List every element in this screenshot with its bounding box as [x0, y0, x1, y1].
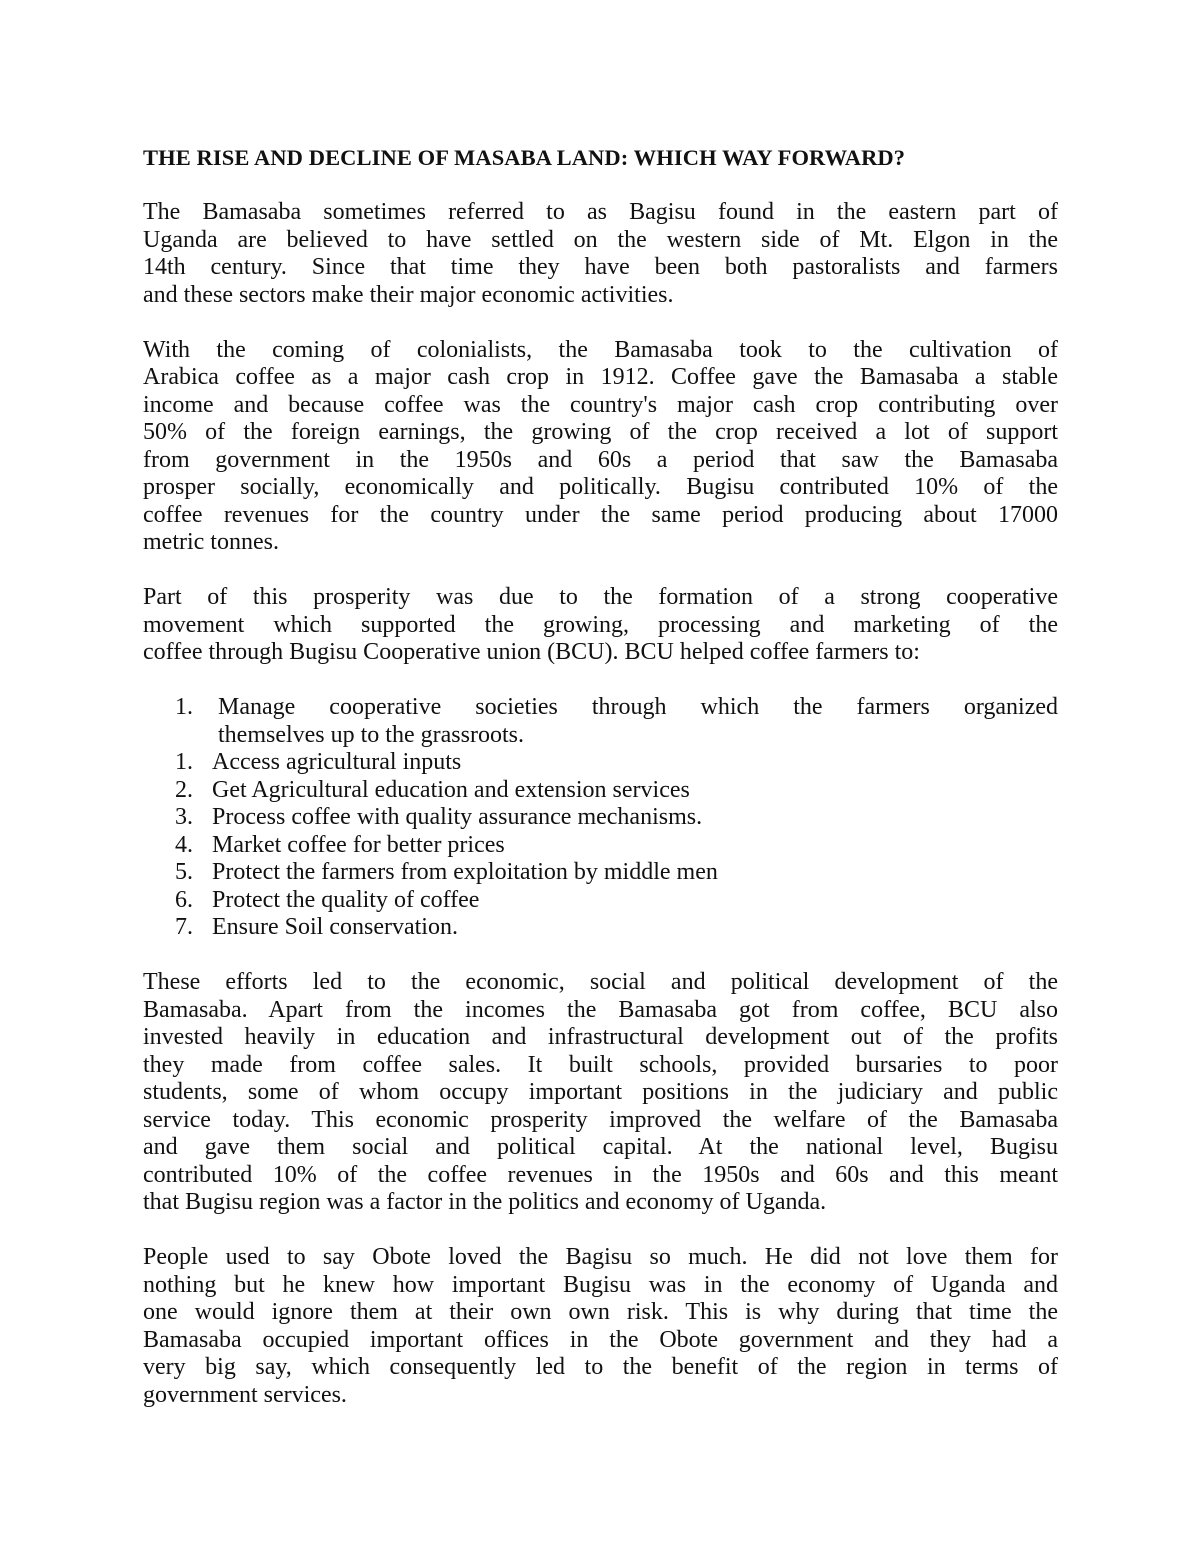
paragraph-line: contributed 10% of the coffee revenues in the 1950s and 60s and this meant	[143, 1161, 1058, 1188]
paragraph-line: invested heavily in education and infrastructural development out of the profits	[143, 1024, 1058, 1050]
list-item	[143, 832, 1058, 860]
paragraph-line: The Bamasaba sometimes referred to as Bagisu found in the eastern part of	[143, 199, 1058, 225]
numbered-list	[143, 694, 1058, 942]
list-number: 5.	[175, 859, 193, 885]
paragraph-line: Arabica coffee as a major cash crop in 1912. Coffee gave the Bamasaba a stable	[143, 364, 1058, 390]
list-item-line	[143, 859, 1058, 887]
paragraphs-before-list	[143, 199, 1058, 694]
paragraph	[143, 337, 1058, 557]
list-item-text: Market coffee for better prices	[212, 831, 505, 858]
list-item-line	[143, 832, 1058, 860]
list-item-text: Manage cooperative societies through which the farmers organized	[218, 694, 1058, 720]
list-item-line	[143, 777, 1058, 805]
list-item-line	[143, 887, 1058, 915]
paragraph-line: that Bugisu region was a factor in the politics and economy of Uganda.	[143, 1189, 827, 1215]
paragraph-line: government services.	[143, 1381, 347, 1408]
list-item-line	[143, 804, 1058, 832]
paragraph	[143, 1244, 1058, 1409]
spacer	[143, 309, 1058, 337]
spacer	[143, 172, 1058, 200]
paragraph-line: students, some of whom occupy important positions in the judiciary and public	[143, 1079, 1058, 1105]
paragraph-line: from government in the 1950s and 60s a period that saw the Bamasaba	[143, 446, 1058, 473]
paragraph-line: prosper socially, economically and politically. Bugisu contributed 10% of the	[143, 474, 1058, 500]
document-title: THE RISE AND DECLINE OF MASABA LAND: WHICH WAY FORWARD?	[143, 145, 906, 170]
list-number: 2.	[175, 776, 193, 803]
paragraph-line: very big say, which consequently led to the benefit of the region in terms of	[143, 1354, 1058, 1380]
paragraph-line: Part of this prosperity was due to the formation of a strong cooperative	[143, 584, 1058, 610]
list-item	[143, 859, 1058, 887]
spacer	[143, 1217, 1058, 1245]
list-item-text: Protect the farmers from exploitation by middle men	[212, 859, 718, 885]
paragraph-line: With the coming of colonialists, the Bamasaba took to the cultivation of	[143, 336, 1058, 363]
paragraphs-after-list	[143, 969, 1058, 1437]
paragraph-line: Uganda are believed to have settled on the western side of Mt. Elgon in the	[143, 226, 1058, 253]
list-item-line	[143, 914, 1058, 942]
spacer	[143, 557, 1058, 585]
paragraph-line: 14th century. Since that time they have been both pastoralists and farmers	[143, 254, 1058, 280]
list-item	[143, 749, 1058, 777]
paragraph-line: service today. This economic prosperity improved the welfare of the Bamasaba	[143, 1106, 1058, 1133]
list-item-text: Get Agricultural education and extension services	[212, 776, 690, 803]
paragraph-line: Bamasaba. Apart from the incomes the Bamasaba got from coffee, BCU also	[143, 996, 1058, 1023]
list-item-text: themselves up to the grassroots.	[218, 721, 524, 748]
paragraph-line: coffee revenues for the country under the same period producing about 17000	[143, 501, 1058, 528]
paragraph-line: and gave them social and political capital. At the national level, Bugisu	[143, 1134, 1058, 1160]
list-item	[143, 694, 1058, 749]
paragraph	[143, 969, 1058, 1217]
list-item-text: Process coffee with quality assurance mechanisms.	[212, 804, 703, 830]
spacer	[143, 942, 1058, 970]
paragraph-line: 50% of the foreign earnings, the growing of the crop received a lot of support	[143, 419, 1058, 445]
paragraph	[143, 584, 1058, 667]
list-item-line	[143, 722, 1058, 750]
list-number: 3.	[175, 804, 193, 830]
paragraph-line: and these sectors make their major economic activities.	[143, 281, 674, 308]
paragraph-line: These efforts led to the economic, social and political development of the	[143, 969, 1058, 995]
list-item	[143, 887, 1058, 915]
spacer	[143, 667, 1058, 695]
list-number: 4.	[175, 831, 193, 858]
paragraph-line: coffee through Bugisu Cooperative union (BCU). BCU helped coffee farmers to:	[143, 639, 920, 665]
list-item-text: Access agricultural inputs	[212, 749, 462, 775]
list-item-line	[143, 749, 1058, 777]
paragraph-line: one would ignore them at their own own risk. This is why during that time the	[143, 1299, 1058, 1325]
list-item-line	[143, 694, 1058, 722]
list-number: 7.	[175, 914, 193, 940]
paragraph-line: People used to say Obote loved the Bagisu so much. He did not love them for	[143, 1244, 1058, 1270]
list-item-text: Ensure Soil conservation.	[212, 914, 458, 940]
paragraph-line: nothing but he knew how important Bugisu was in the economy of Uganda and	[143, 1271, 1058, 1298]
list-number: 6.	[175, 886, 193, 913]
paragraph-line: income and because coffee was the country's major cash crop contributing over	[143, 391, 1058, 418]
spacer	[143, 1409, 1058, 1437]
paragraph-line: metric tonnes.	[143, 529, 279, 555]
paragraph-line: movement which supported the growing, processing and marketing of the	[143, 611, 1058, 638]
list-number: 1.	[175, 749, 193, 775]
list-item	[143, 914, 1058, 942]
list-number: 1.	[175, 694, 193, 720]
paragraph	[143, 199, 1058, 309]
paragraph-line: they made from coffee sales. It built schools, provided bursaries to poor	[143, 1051, 1058, 1078]
paragraph-line: Bamasaba occupied important offices in the Obote government and they had a	[143, 1326, 1058, 1353]
list-item-text: Protect the quality of coffee	[212, 886, 480, 913]
document-body	[143, 144, 1058, 1437]
list-item	[143, 777, 1058, 805]
list-item	[143, 804, 1058, 832]
